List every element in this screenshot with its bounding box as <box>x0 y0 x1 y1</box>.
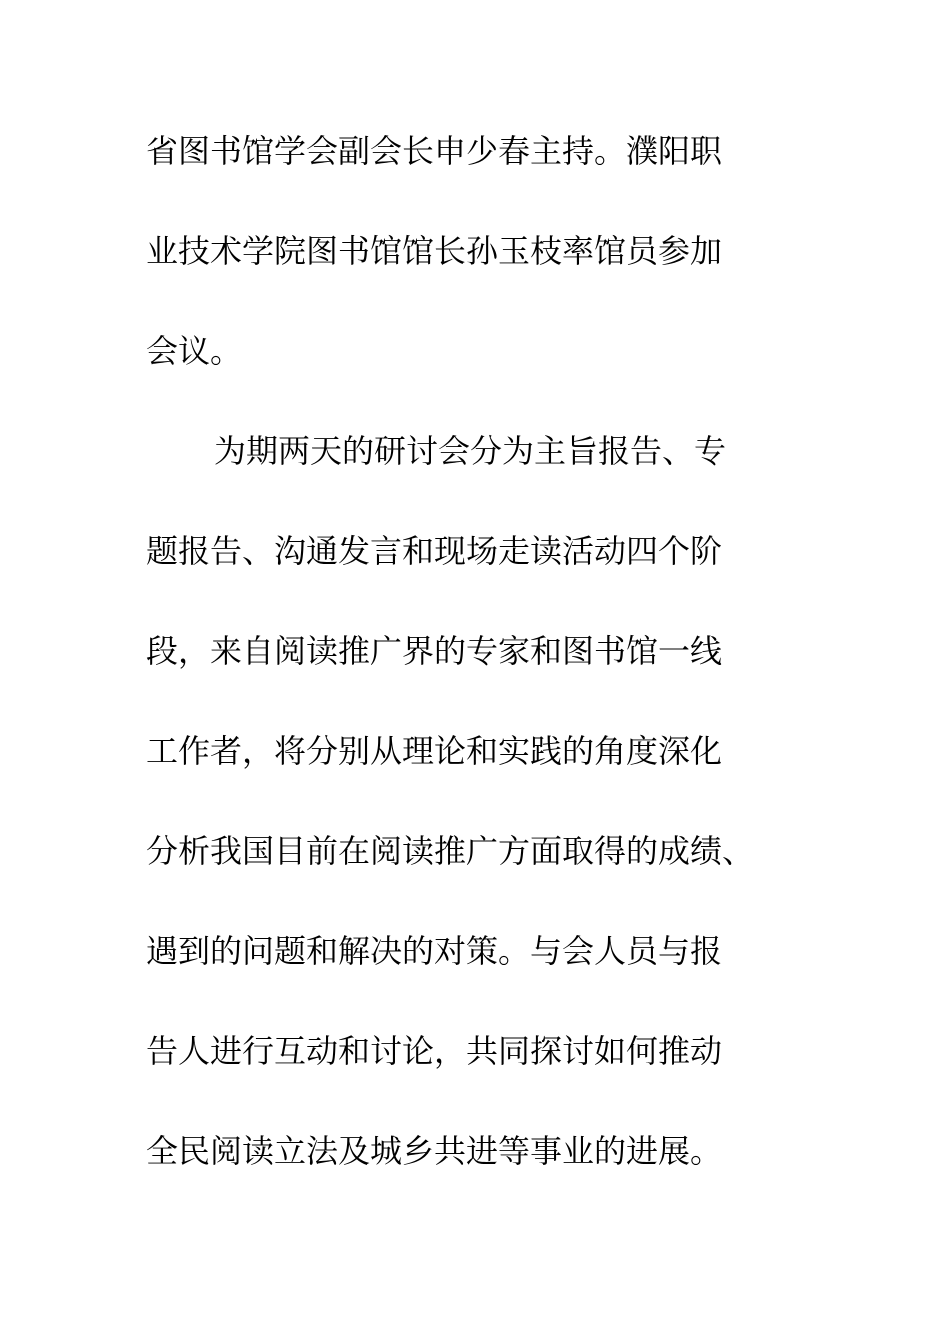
text-line: 全民阅读立法及城乡共进等事业的进展。 <box>146 1132 723 1170</box>
text-line: 工作者，将分别从理论和实践的角度深化 <box>146 732 723 770</box>
text-line: 题报告、沟通发言和现场走读活动四个阶 <box>146 532 723 570</box>
text-line: 段，来自阅读推广界的专家和图书馆一线 <box>146 632 723 670</box>
text-line: 业技术学院图书馆馆长孙玉枝率馆员参加 <box>146 232 723 270</box>
text-line: 遇到的问题和解决的对策。与会人员与报 <box>146 932 723 970</box>
text-line: 省图书馆学会副会长申少春主持。濮阳职 <box>146 132 723 170</box>
text-line: 会议。 <box>146 332 243 370</box>
paragraph-first-line: 为期两天的研讨会分为主旨报告、专 <box>214 432 727 470</box>
text-line: 分析我国目前在阅读推广方面取得的成绩、 <box>146 832 755 870</box>
text-line: 告人进行互动和讨论，共同探讨如何推动 <box>146 1032 723 1070</box>
